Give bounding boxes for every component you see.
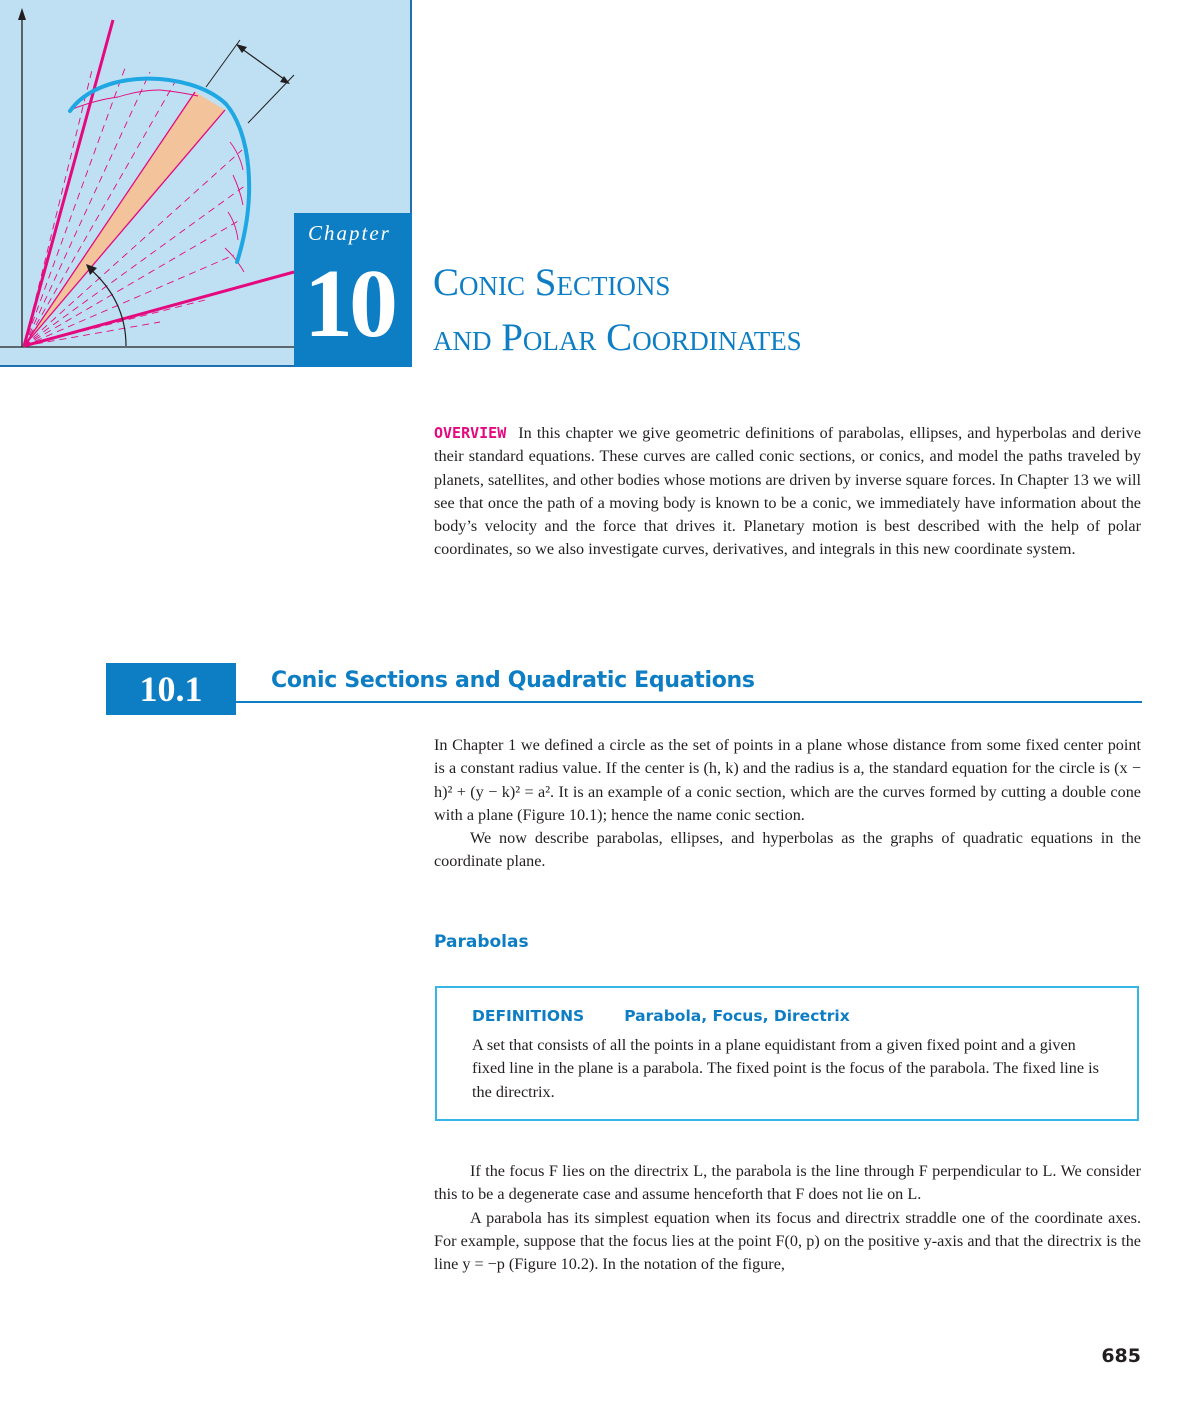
subsection-title: Parabolas [434,932,529,952]
intro-paragraph-2: We now describe parabolas, ellipses, and hyperbolas as the graphs of quadratic equations in the coordinate plane. [434,829,1141,871]
definitions-title: Parabola, Focus, Directrix [624,1007,850,1025]
body-text [434,1160,1141,1276]
definitions-heading [472,1007,850,1025]
section-number: 10.1 [139,669,203,709]
intro-paragraph-1: In Chapter 1 we defined a circle as the set of points in a plane whose distance from some fixed center point is a constant radius value. If the center is (h, k) and the radius is a, the standard equation for the circle is (x − h)² + (y − k)² = a². It is an example of a conic section, which are the curves formed by cutting a double cone with a plane (Figure 10.1); hence the name conic section. [434,736,1141,824]
chapter-label: Chapter [308,221,391,245]
chapter-title [433,255,802,365]
definitions-label: DEFINITIONS [472,1007,585,1025]
chapter-title-line1: Conic Sections [433,261,671,304]
overview-text: In this chapter we give geometric definitions of parabolas, ellipses, and hyperbolas and derive their standard equations. These curves are called conic sections, or conics, and model the paths traveled by planets, satellites, and other bodies whose motions are driven by inverse square forces. In Chapter 13 we will see that once the path of a moving body is known to be a conic, we immediately have information about the body’s velocity and the force that drives it. Planetary motion is best described with the help of polar coordinates, so we also investigate curves, derivatives, and integrals in this new coordinate system. [434,424,1141,559]
chapter-number: 10 [304,250,394,358]
dashed-ray [24,68,125,346]
body-paragraph-1: If the focus F lies on the directrix L, the parabola is the line through F perpendicular to L. We consider this to be a degenerate case and assume henceforth that F does not lie on L. [434,1162,1141,1204]
dashed-ray [24,82,175,346]
section-rule [236,701,1142,703]
overview-label: OVERVIEW [434,424,507,442]
dashed-ray [24,322,160,346]
chapter-number-box [294,213,412,367]
definitions-body: A set that consists of all the points in a plane equidistant from a given fixed point and a given fixed line in the plane is a parabola. The fixed point is the focus of the parabola. The fixed line is the directrix. [472,1036,1099,1101]
definitions-box [435,986,1139,1121]
page-number: 685 [1101,1345,1141,1367]
section-title: Conic Sections and Quadratic Equations [271,668,755,693]
intro-text [434,734,1141,874]
section-number-box [106,663,236,715]
body-paragraph-2: A parabola has its simplest equation when its focus and directrix straddle one of the coordinate axes. For example, suppose that the focus lies at the point F(0, p) on the positive y-axis and that the directrix is the line y = −p (Figure 10.2). In the notation of the figure, [434,1208,1141,1274]
overview-paragraph [434,422,1141,562]
chapter-title-line2: and Polar Coordinates [433,316,802,359]
